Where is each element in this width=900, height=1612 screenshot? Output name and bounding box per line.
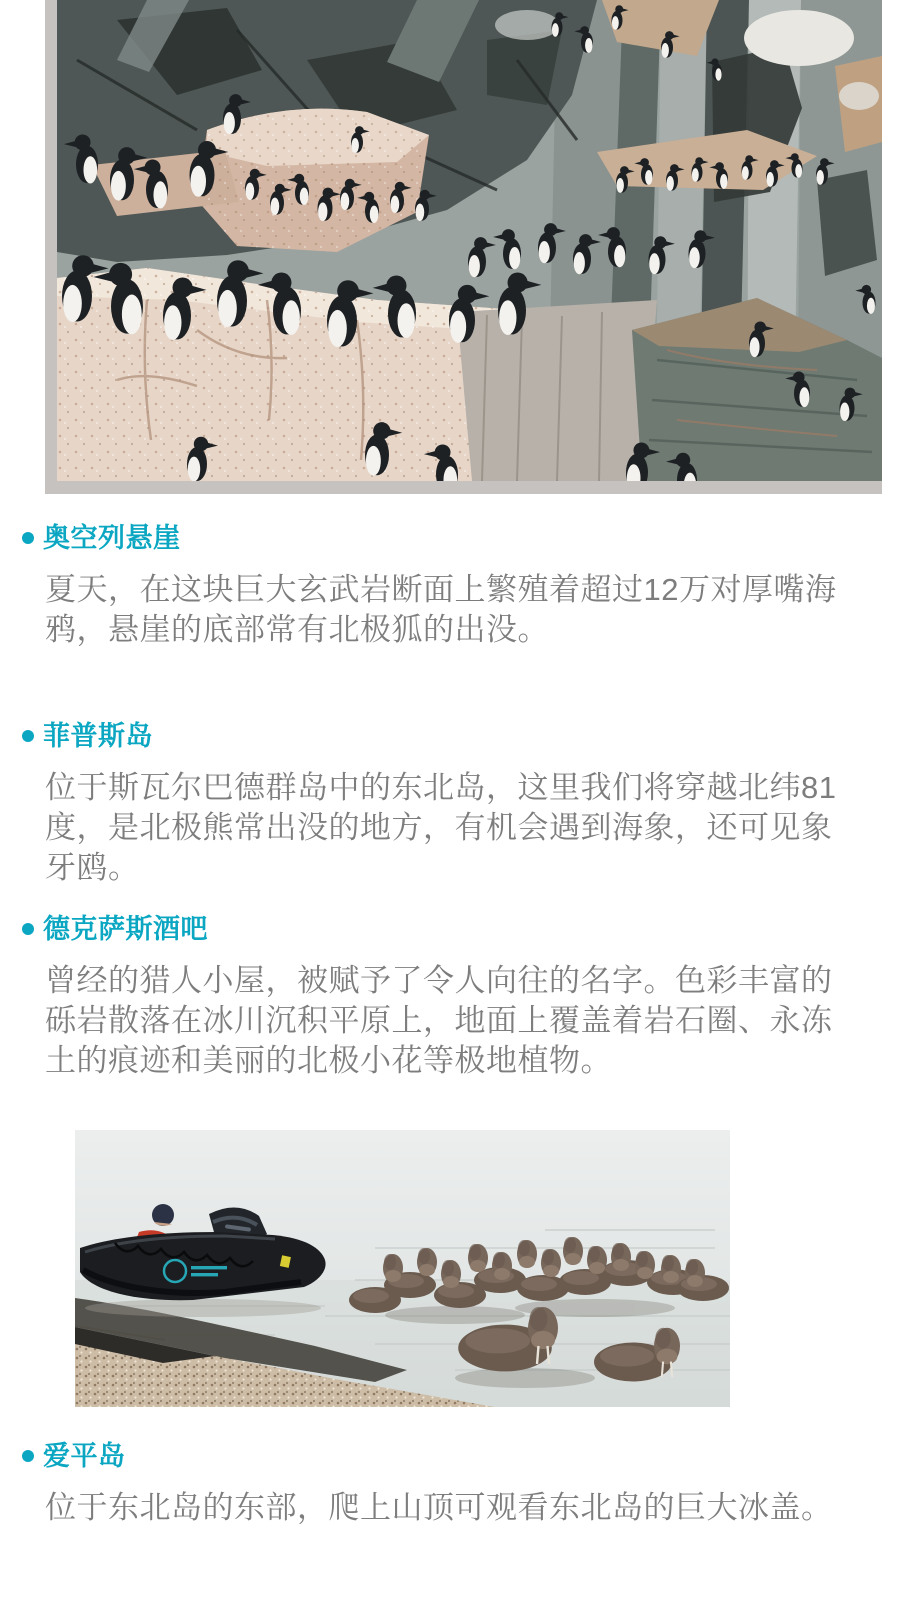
bullet-icon [22,923,34,935]
bullet-icon [22,1450,34,1462]
section-phipps-island [22,719,862,888]
cliff-photo-frame [45,0,882,494]
section-title: 德克萨斯酒吧 [43,914,208,944]
bullet-icon [22,532,34,544]
section-heading [22,719,862,753]
section-title: 奥空列悬崖 [43,523,181,553]
section-texas-bar [22,912,862,1081]
section-body: 位于斯瓦尔巴德群岛中的东北岛，这里我们将穿越北纬81度，是北极熊常出没的地方，有机会遇到海象，还可见象牙鸥。 [45,770,837,885]
section-heading [22,912,862,946]
bullet-icon [22,730,34,742]
section-heading [22,521,862,555]
section-body: 位于东北岛的东部，爬上山顶可观看东北岛的巨大冰盖。 [45,1490,833,1525]
section-title: 爱平岛 [43,1441,126,1471]
section-aiping-island [22,1439,862,1528]
section-heading [22,1439,862,1473]
cliff-photo [57,0,882,481]
section-title: 菲普斯岛 [43,721,153,751]
walrus-photo-wrap [75,1130,730,1407]
walrus-photo [75,1130,730,1407]
section-body: 曾经的猎人小屋，被赋予了令人向往的名字。色彩丰富的砾岩散落在冰川沉积平原上，地面上覆盖着岩石圈、永冻土的痕迹和美丽的北极小花等极地植物。 [45,963,833,1078]
section-aokongli-cliff [22,521,862,650]
section-body: 夏天，在这块巨大玄武岩断面上繁殖着超过12万对厚嘴海鸦，悬崖的底部常有北极狐的出没。 [45,572,837,647]
